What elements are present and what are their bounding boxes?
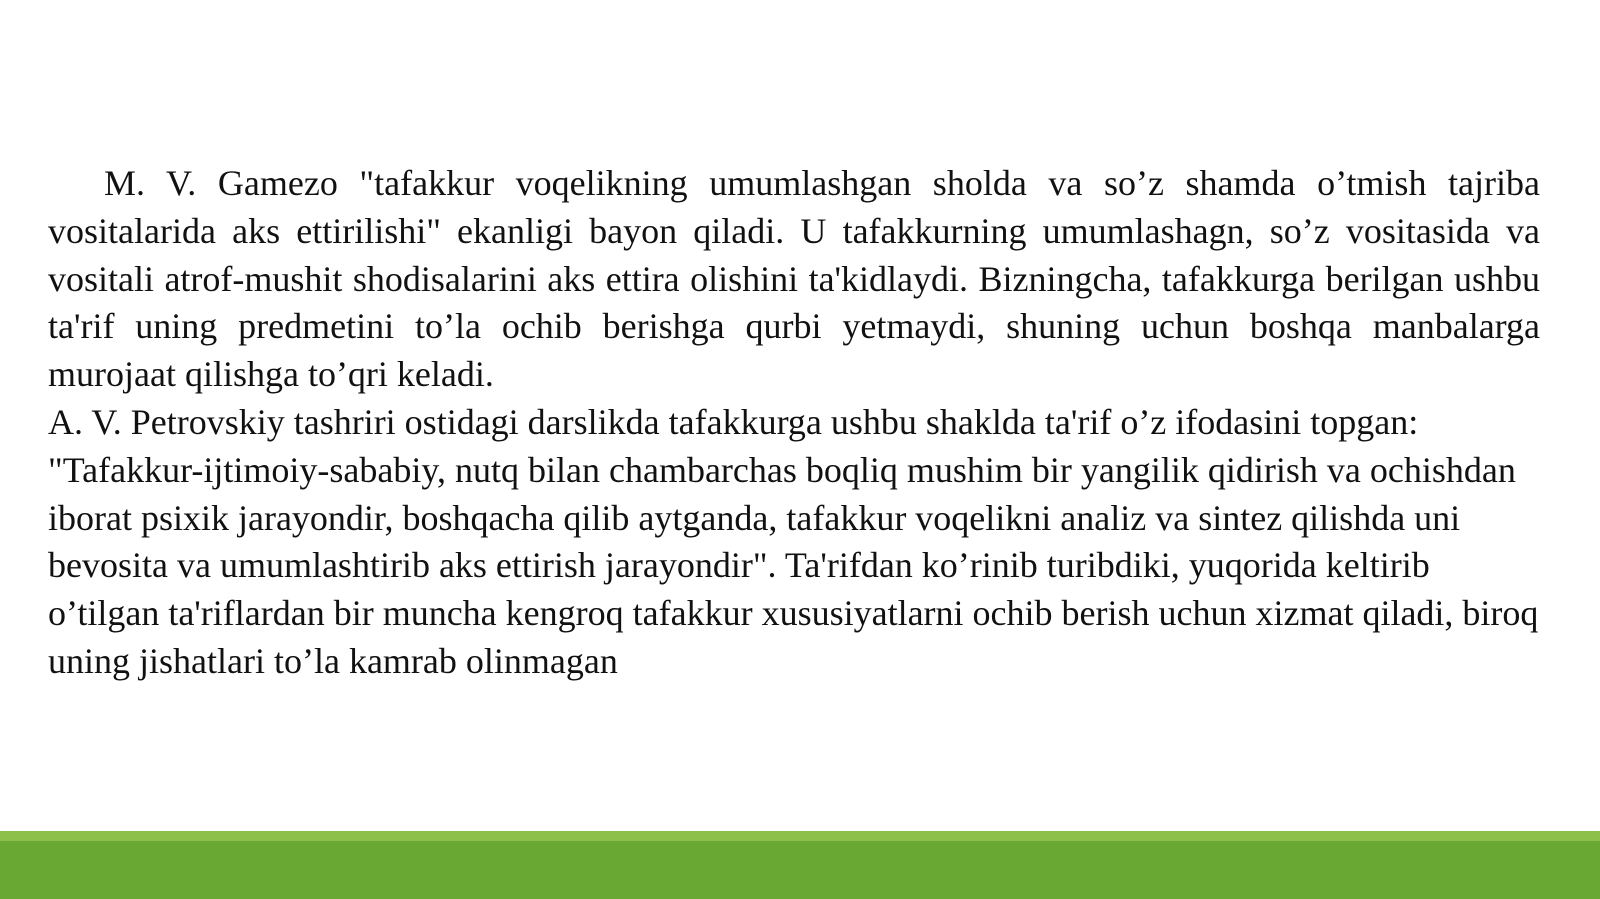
paragraph-gamezo-definition: M. V. Gamezo "tafakkur voqelikning umumlashgan sholda va so’z shamda o’tmish tajriba vositalarida aks ettirilishi" ekanligi bayon qiladi. U tafakkurning umumlashagn, so’z vositasida va vositali atrof-mushit shodisalarini aks ettira olishini ta'kidlaydi. Bizningcha, tafakkurga berilgan ushbu ta'rif uning predmetini to’la ochib berishga qurbi yetmaydi, shuning uchun boshqa manbalarga murojaat qilishga to’qri keladi.: [48, 163, 1540, 395]
slide-body-text: [48, 160, 1540, 686]
footer-green-bar: [0, 831, 1600, 899]
paragraph-petrovskiy-definition: A. V. Petrovskiy tashriri ostidagi darslikda tafakkurga ushbu shaklda ta'rif o’z ifodasini topgan: "Tafakkur-ijtimoiy-sababiy, nutq bilan chambarchas boqliq mushim bir yangilik qidirish va ochishdan iborat psixik jarayondir, boshqacha qilib aytganda, tafakkur voqelikni analiz va sintez qilishda uni bevosita va umumlashtirib aks ettirish jarayondir". Ta'rifdan ko’rinib turibdiki, yuqorida keltirib o’tilgan ta'riflardan bir muncha kengroq tafakkur xususiyatlarni ochib berish uchun xizmat qiladi, biroq uning jishatlari to’la kamrab olinmagan: [48, 401, 1539, 681]
footer-bar-highlight-stripe: [0, 831, 1600, 841]
